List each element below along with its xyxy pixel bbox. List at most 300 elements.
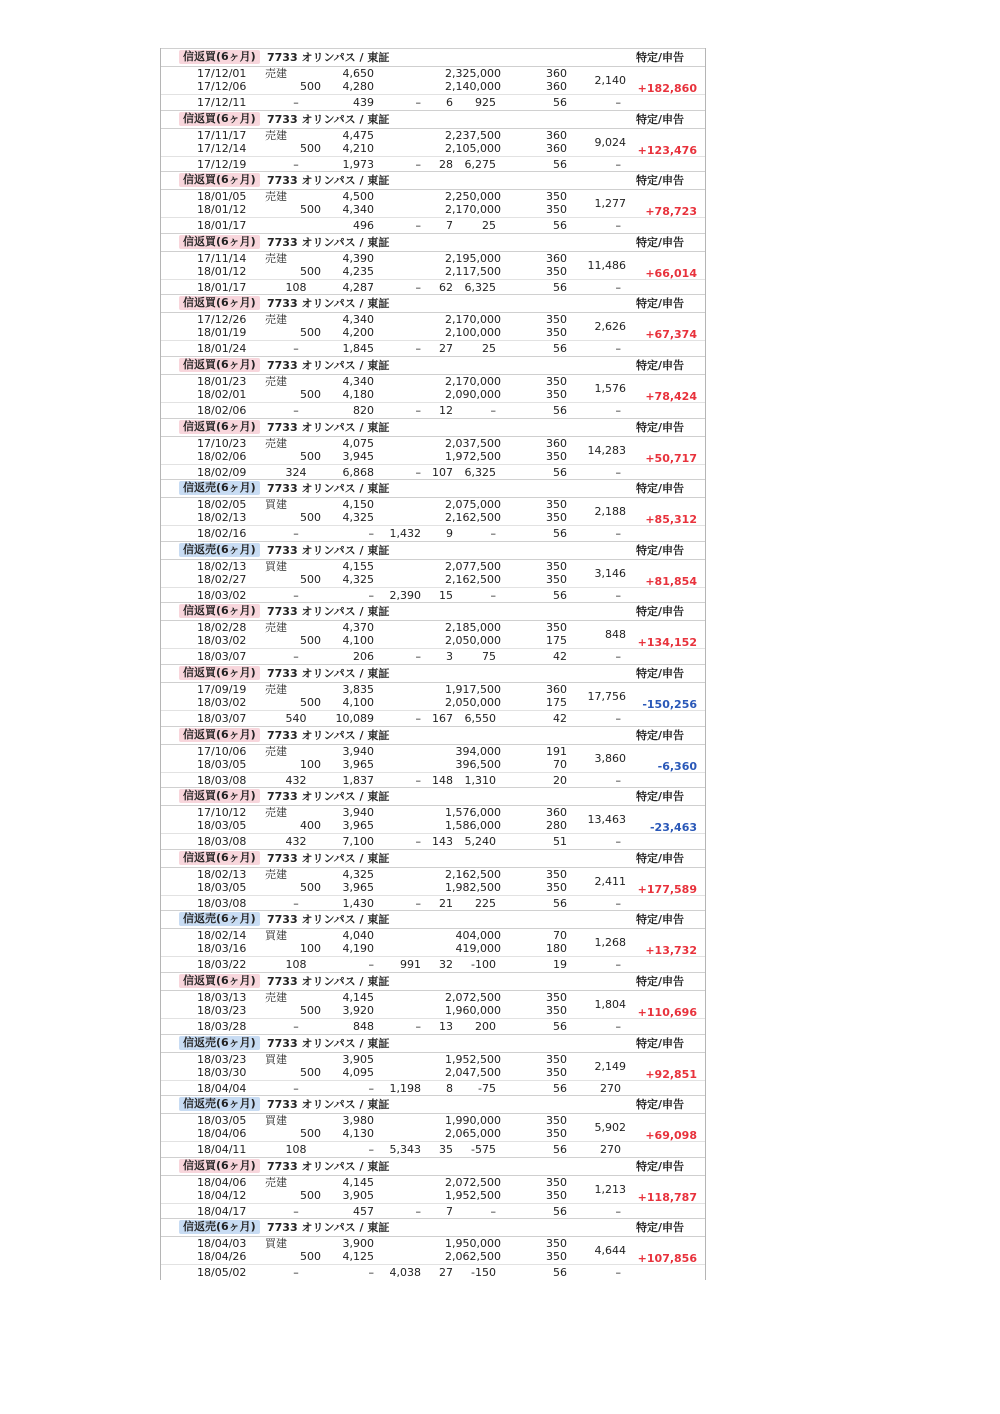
- settle-date: 18/03/28: [197, 1020, 247, 1033]
- r3-a: –: [415, 96, 421, 109]
- trade-type-tag: 信返買(6ヶ月): [179, 728, 260, 742]
- close-price: 4,130: [342, 1127, 374, 1141]
- open-date: 18/02/13: [197, 867, 247, 881]
- r3-quantity: 540: [285, 712, 307, 725]
- r3-quantity: –: [293, 1266, 299, 1280]
- position-side: 売建: [265, 190, 287, 204]
- fee-open: 350: [546, 498, 567, 512]
- r3-a: –: [415, 650, 421, 664]
- settle-date: 18/02/16: [197, 527, 247, 541]
- fee-close: 350: [546, 1188, 567, 1202]
- profit-loss: +123,476: [637, 143, 697, 157]
- fee-open: 360: [546, 683, 567, 696]
- row-separator: [161, 587, 705, 588]
- open-date: 18/03/13: [197, 991, 247, 1004]
- profit-loss: +50,717: [645, 451, 697, 465]
- r3-misc: –: [615, 1204, 621, 1218]
- r3-price: 439: [353, 96, 374, 109]
- r3-c: 25: [482, 342, 496, 356]
- quantity: 500: [300, 1065, 321, 1079]
- quantity: 500: [300, 141, 321, 155]
- open-amount: 2,170,000: [445, 313, 501, 327]
- close-date: 18/03/05: [197, 819, 247, 833]
- quantity: 500: [300, 203, 321, 217]
- row-separator: [161, 1203, 705, 1204]
- r3-misc: –: [615, 835, 621, 849]
- trade-block: [161, 1157, 705, 1219]
- r3-price: 496: [353, 219, 374, 233]
- trade-type-tag: 信返買(6ヶ月): [179, 1159, 260, 1173]
- settle-date: 18/02/09: [197, 465, 247, 479]
- r3-misc: –: [615, 465, 621, 479]
- profit-loss: +182,860: [637, 82, 697, 95]
- r3-price: 10,089: [335, 712, 374, 725]
- r3-misc: –: [615, 1020, 621, 1033]
- trade-type-tag: 信返売(6ヶ月): [179, 481, 260, 495]
- fee-open: 350: [546, 313, 567, 327]
- r3-a: 2,390: [389, 588, 421, 602]
- fee-settle: 56: [553, 1081, 567, 1095]
- position-side: 売建: [265, 806, 287, 820]
- trade-block: [161, 356, 705, 418]
- position-side: 買建: [265, 1114, 287, 1128]
- profit-loss: +78,723: [645, 205, 697, 219]
- fee-open: 360: [546, 128, 567, 142]
- fee-close: 70: [553, 757, 567, 771]
- open-price: 3,905: [342, 1052, 374, 1066]
- r3-misc: –: [615, 280, 621, 294]
- r3-quantity: –: [293, 1020, 299, 1033]
- r3-misc: 270: [600, 1081, 621, 1095]
- settle-date: 18/05/02: [197, 1266, 247, 1280]
- interest: 9,024: [594, 135, 626, 149]
- symbol-label: 7733 オリンパス / 東証: [267, 1221, 390, 1235]
- r3-quantity: –: [293, 650, 299, 664]
- interest: 3,860: [594, 751, 626, 765]
- r3-quantity: –: [293, 527, 299, 541]
- trade-type-tag: 信返売(6ヶ月): [179, 912, 260, 926]
- r3-b: 21: [439, 896, 453, 910]
- r3-c: 6,325: [464, 280, 496, 294]
- r3-b: 7: [446, 1204, 453, 1218]
- profit-loss: -6,360: [657, 759, 697, 773]
- open-price: 3,940: [342, 806, 374, 820]
- open-price: 4,390: [342, 251, 374, 265]
- trade-header: [161, 418, 705, 437]
- fee-settle: 42: [553, 712, 567, 725]
- close-price: 4,100: [342, 634, 374, 648]
- account-type-label: 特定/申告: [636, 420, 685, 434]
- settle-date: 18/01/17: [197, 219, 247, 233]
- trade-header: [161, 849, 705, 868]
- close-amount: 2,162,500: [445, 572, 501, 586]
- r3-b: 32: [439, 958, 453, 972]
- settle-date: 18/02/06: [197, 404, 247, 417]
- r3-b: 143: [432, 835, 453, 849]
- r3-quantity: –: [293, 404, 299, 417]
- r3-price: 6,868: [342, 465, 374, 479]
- close-price: 4,325: [342, 572, 374, 586]
- r3-a: 1,198: [389, 1081, 421, 1095]
- r3-misc: –: [615, 404, 621, 417]
- open-price: 4,075: [342, 436, 374, 450]
- r3-price: 1,845: [342, 342, 374, 356]
- trade-block: [161, 48, 705, 110]
- trade-block: [161, 602, 705, 664]
- trade-block: [161, 541, 705, 603]
- account-type-label: 特定/申告: [636, 1036, 685, 1050]
- close-date: 18/02/13: [197, 511, 247, 525]
- trade-header: [161, 48, 705, 67]
- r3-price: 4,287: [342, 280, 374, 294]
- fee-close: 350: [546, 511, 567, 525]
- row-separator: [161, 156, 705, 157]
- settle-date: 18/01/24: [197, 342, 247, 356]
- close-amount: 2,050,000: [445, 634, 501, 648]
- trade-header: [161, 541, 705, 560]
- open-date: 17/11/14: [197, 251, 247, 265]
- close-price: 4,190: [342, 942, 374, 956]
- fee-settle: 56: [553, 896, 567, 910]
- open-price: 4,150: [342, 498, 374, 512]
- profit-loss: +85,312: [645, 513, 697, 527]
- close-amount: 396,500: [455, 757, 501, 771]
- r3-price: –: [368, 527, 374, 541]
- r3-c: -100: [471, 958, 496, 972]
- fee-open: 360: [546, 436, 567, 450]
- fee-open: 360: [546, 806, 567, 820]
- account-type-label: 特定/申告: [636, 297, 685, 311]
- r3-b: 6: [446, 96, 453, 109]
- r3-b: 3: [446, 650, 453, 664]
- close-price: 4,210: [342, 141, 374, 155]
- open-amount: 2,072,500: [445, 1175, 501, 1189]
- profit-loss: +69,098: [645, 1129, 697, 1143]
- interest: 2,149: [594, 1059, 626, 1073]
- r3-a: –: [415, 342, 421, 356]
- row-separator: [161, 217, 705, 218]
- trade-block: [161, 418, 705, 480]
- row-separator: [161, 1080, 705, 1081]
- position-side: 売建: [265, 251, 287, 265]
- fee-settle: 56: [553, 465, 567, 479]
- fee-settle: 56: [553, 342, 567, 356]
- close-amount: 2,047,500: [445, 1065, 501, 1079]
- open-amount: 1,952,500: [445, 1052, 501, 1066]
- r3-misc: –: [615, 1266, 621, 1280]
- settle-date: 18/04/11: [197, 1143, 247, 1157]
- quantity: 500: [300, 572, 321, 586]
- fee-close: 175: [546, 634, 567, 648]
- position-side: 買建: [265, 929, 287, 943]
- close-date: 18/04/06: [197, 1127, 247, 1141]
- open-price: 4,340: [342, 313, 374, 327]
- interest: 1,804: [594, 998, 626, 1011]
- fee-open: 360: [546, 251, 567, 265]
- settle-date: 18/03/08: [197, 896, 247, 910]
- fee-settle: 51: [553, 835, 567, 849]
- symbol-label: 7733 オリンパス / 東証: [267, 1159, 390, 1173]
- profit-loss: +118,787: [637, 1190, 697, 1204]
- close-price: 4,100: [342, 696, 374, 709]
- trade-type-tag: 信返買(6ヶ月): [179, 604, 260, 618]
- quantity: 500: [300, 696, 321, 709]
- row-separator: [161, 772, 705, 773]
- r3-a: 5,343: [389, 1143, 421, 1157]
- open-amount: 2,075,000: [445, 498, 501, 512]
- position-side: 売建: [265, 375, 287, 388]
- r3-a: –: [415, 896, 421, 910]
- r3-quantity: –: [293, 588, 299, 602]
- fee-open: 350: [546, 1175, 567, 1189]
- fee-close: 350: [546, 264, 567, 278]
- close-amount: 2,090,000: [445, 388, 501, 401]
- open-price: 4,650: [342, 67, 374, 80]
- r3-c: 6,325: [464, 465, 496, 479]
- fee-settle: 56: [553, 280, 567, 294]
- close-price: 3,920: [342, 1004, 374, 1017]
- open-date: 18/02/13: [197, 559, 247, 573]
- r3-a: –: [415, 835, 421, 849]
- quantity: 100: [300, 757, 321, 771]
- trade-block: [161, 787, 705, 849]
- fee-settle: 56: [553, 1204, 567, 1218]
- quantity: 500: [300, 449, 321, 463]
- account-type-label: 特定/申告: [636, 605, 685, 619]
- interest: 2,626: [594, 320, 626, 334]
- r3-a: –: [415, 1204, 421, 1218]
- quantity: 500: [300, 80, 321, 93]
- close-date: 18/01/19: [197, 326, 247, 340]
- close-price: 4,200: [342, 326, 374, 340]
- account-type-label: 特定/申告: [636, 913, 685, 927]
- row-separator: [161, 956, 705, 957]
- account-type-label: 特定/申告: [636, 975, 685, 988]
- close-price: 4,125: [342, 1250, 374, 1264]
- fee-settle: 56: [553, 527, 567, 541]
- r3-misc: –: [615, 712, 621, 725]
- profit-loss: +92,851: [645, 1067, 697, 1081]
- r3-b: 62: [439, 280, 453, 294]
- r3-quantity: 324: [285, 465, 307, 479]
- r3-a: 991: [400, 958, 421, 972]
- account-type-label: 特定/申告: [636, 1221, 685, 1235]
- open-price: 4,145: [342, 1175, 374, 1189]
- close-amount: 1,960,000: [445, 1004, 501, 1017]
- position-side: 買建: [265, 1052, 287, 1066]
- trade-type-tag: 信返売(6ヶ月): [179, 1036, 260, 1050]
- r3-price: 7,100: [342, 835, 374, 849]
- open-amount: 2,037,500: [445, 436, 501, 450]
- account-type-label: 特定/申告: [636, 851, 685, 865]
- symbol-label: 7733 オリンパス / 東証: [267, 235, 390, 249]
- r3-price: –: [368, 1143, 374, 1157]
- symbol-label: 7733 オリンパス / 東証: [267, 790, 390, 804]
- quantity: 500: [300, 1188, 321, 1202]
- symbol-label: 7733 オリンパス / 東証: [267, 297, 390, 311]
- trade-header: [161, 1034, 705, 1053]
- row-separator: [161, 1264, 705, 1265]
- row-separator: [161, 648, 705, 649]
- settle-date: 18/03/07: [197, 650, 247, 664]
- open-amount: 404,000: [455, 929, 501, 943]
- trade-header: [161, 602, 705, 621]
- r3-quantity: 432: [285, 773, 307, 787]
- open-amount: 2,250,000: [445, 190, 501, 204]
- close-date: 18/02/27: [197, 572, 247, 586]
- row-separator: [161, 1018, 705, 1019]
- open-date: 17/12/26: [197, 313, 247, 327]
- settle-date: 17/12/11: [197, 96, 247, 109]
- open-price: 4,340: [342, 375, 374, 388]
- close-date: 18/03/30: [197, 1065, 247, 1079]
- r3-a: –: [415, 219, 421, 233]
- close-amount: 2,140,000: [445, 80, 501, 93]
- open-date: 18/01/05: [197, 190, 247, 204]
- trade-block: [161, 664, 705, 726]
- close-amount: 2,065,000: [445, 1127, 501, 1141]
- trade-block: [161, 110, 705, 172]
- fee-open: 191: [546, 744, 567, 758]
- open-amount: 2,077,500: [445, 559, 501, 573]
- fee-open: 350: [546, 621, 567, 635]
- trade-type-tag: 信返売(6ヶ月): [179, 1220, 260, 1234]
- interest: 17,756: [587, 690, 626, 703]
- fee-close: 350: [546, 326, 567, 340]
- r3-misc: –: [615, 958, 621, 972]
- close-date: 18/03/05: [197, 757, 247, 771]
- r3-misc: –: [615, 527, 621, 541]
- fee-settle: 56: [553, 404, 567, 417]
- close-date: 18/03/16: [197, 942, 247, 956]
- close-date: 17/12/06: [197, 80, 247, 93]
- close-price: 3,965: [342, 757, 374, 771]
- trade-header: [161, 110, 705, 129]
- open-amount: 1,576,000: [445, 806, 501, 820]
- profit-loss: -23,463: [649, 821, 697, 835]
- r3-price: –: [368, 1266, 374, 1280]
- quantity: 500: [300, 1127, 321, 1141]
- r3-a: –: [415, 157, 421, 171]
- trade-header: [161, 726, 705, 745]
- open-amount: 1,917,500: [445, 683, 501, 696]
- profit-loss: +110,696: [637, 1006, 697, 1019]
- close-price: 4,235: [342, 264, 374, 278]
- close-date: 18/01/12: [197, 203, 247, 217]
- fee-settle: 56: [553, 96, 567, 109]
- trade-header: [161, 972, 705, 991]
- fee-close: 350: [546, 449, 567, 463]
- trade-block: [161, 972, 705, 1034]
- fee-close: 350: [546, 1250, 567, 1264]
- trade-block: [161, 1218, 705, 1280]
- close-amount: 2,100,000: [445, 326, 501, 340]
- open-price: 4,145: [342, 991, 374, 1004]
- close-amount: 2,117,500: [445, 264, 501, 278]
- interest: 4,644: [594, 1244, 626, 1258]
- r3-a: –: [415, 1020, 421, 1033]
- settle-date: 18/01/17: [197, 280, 247, 294]
- r3-c: 5,240: [464, 835, 496, 849]
- open-price: 3,835: [342, 683, 374, 696]
- row-separator: [161, 402, 705, 403]
- open-price: 4,475: [342, 128, 374, 142]
- open-date: 18/04/03: [197, 1237, 247, 1251]
- symbol-label: 7733 オリンパス / 東証: [267, 174, 390, 188]
- r3-b: 27: [439, 1266, 453, 1280]
- account-type-label: 特定/申告: [636, 1098, 685, 1112]
- close-price: 3,965: [342, 880, 374, 894]
- r3-price: 1,430: [342, 896, 374, 910]
- r3-price: 206: [353, 650, 374, 664]
- row-separator: [161, 340, 705, 341]
- r3-b: 107: [432, 465, 453, 479]
- open-amount: 2,325,000: [445, 67, 501, 80]
- open-amount: 2,170,000: [445, 375, 501, 388]
- open-date: 17/11/17: [197, 128, 247, 142]
- r3-b: 9: [446, 527, 453, 541]
- fee-open: 350: [546, 867, 567, 881]
- r3-price: –: [368, 588, 374, 602]
- trade-type-tag: 信返買(6ヶ月): [179, 50, 260, 64]
- profit-loss: +107,856: [637, 1252, 697, 1266]
- interest: 2,140: [594, 74, 626, 87]
- trade-header: [161, 1095, 705, 1114]
- close-amount: 419,000: [455, 942, 501, 956]
- row-separator: [161, 710, 705, 711]
- position-side: 売建: [265, 744, 287, 758]
- close-amount: 2,162,500: [445, 511, 501, 525]
- quantity: 500: [300, 880, 321, 894]
- r3-c: 25: [482, 219, 496, 233]
- trade-block: [161, 1034, 705, 1096]
- fee-open: 350: [546, 1052, 567, 1066]
- r3-quantity: –: [293, 1204, 299, 1218]
- position-side: 売建: [265, 313, 287, 327]
- r3-a: –: [415, 280, 421, 294]
- r3-a: –: [415, 465, 421, 479]
- trade-header: [161, 910, 705, 929]
- r3-price: 848: [353, 1020, 374, 1033]
- interest: 1,268: [594, 936, 626, 950]
- fee-close: 360: [546, 141, 567, 155]
- r3-b: 167: [432, 712, 453, 725]
- interest: 1,277: [594, 197, 626, 211]
- open-amount: 394,000: [455, 744, 501, 758]
- open-date: 17/10/06: [197, 744, 247, 758]
- r3-quantity: –: [293, 96, 299, 109]
- r3-c: –: [490, 404, 496, 417]
- trade-type-tag: 信返買(6ヶ月): [179, 789, 260, 803]
- account-type-label: 特定/申告: [636, 790, 685, 804]
- trade-header: [161, 479, 705, 498]
- close-amount: 1,972,500: [445, 449, 501, 463]
- r3-b: 28: [439, 157, 453, 171]
- open-date: 18/01/23: [197, 375, 247, 388]
- r3-c: –: [490, 527, 496, 541]
- r3-quantity: 432: [285, 835, 307, 849]
- row-separator: [161, 895, 705, 896]
- profit-loss: +78,424: [645, 390, 697, 403]
- close-date: 18/02/01: [197, 388, 247, 401]
- quantity: 500: [300, 388, 321, 401]
- r3-misc: –: [615, 157, 621, 171]
- r3-quantity: –: [293, 896, 299, 910]
- close-amount: 2,050,000: [445, 696, 501, 709]
- settle-date: 18/03/07: [197, 712, 247, 725]
- fee-close: 280: [546, 819, 567, 833]
- fee-settle: 56: [553, 588, 567, 602]
